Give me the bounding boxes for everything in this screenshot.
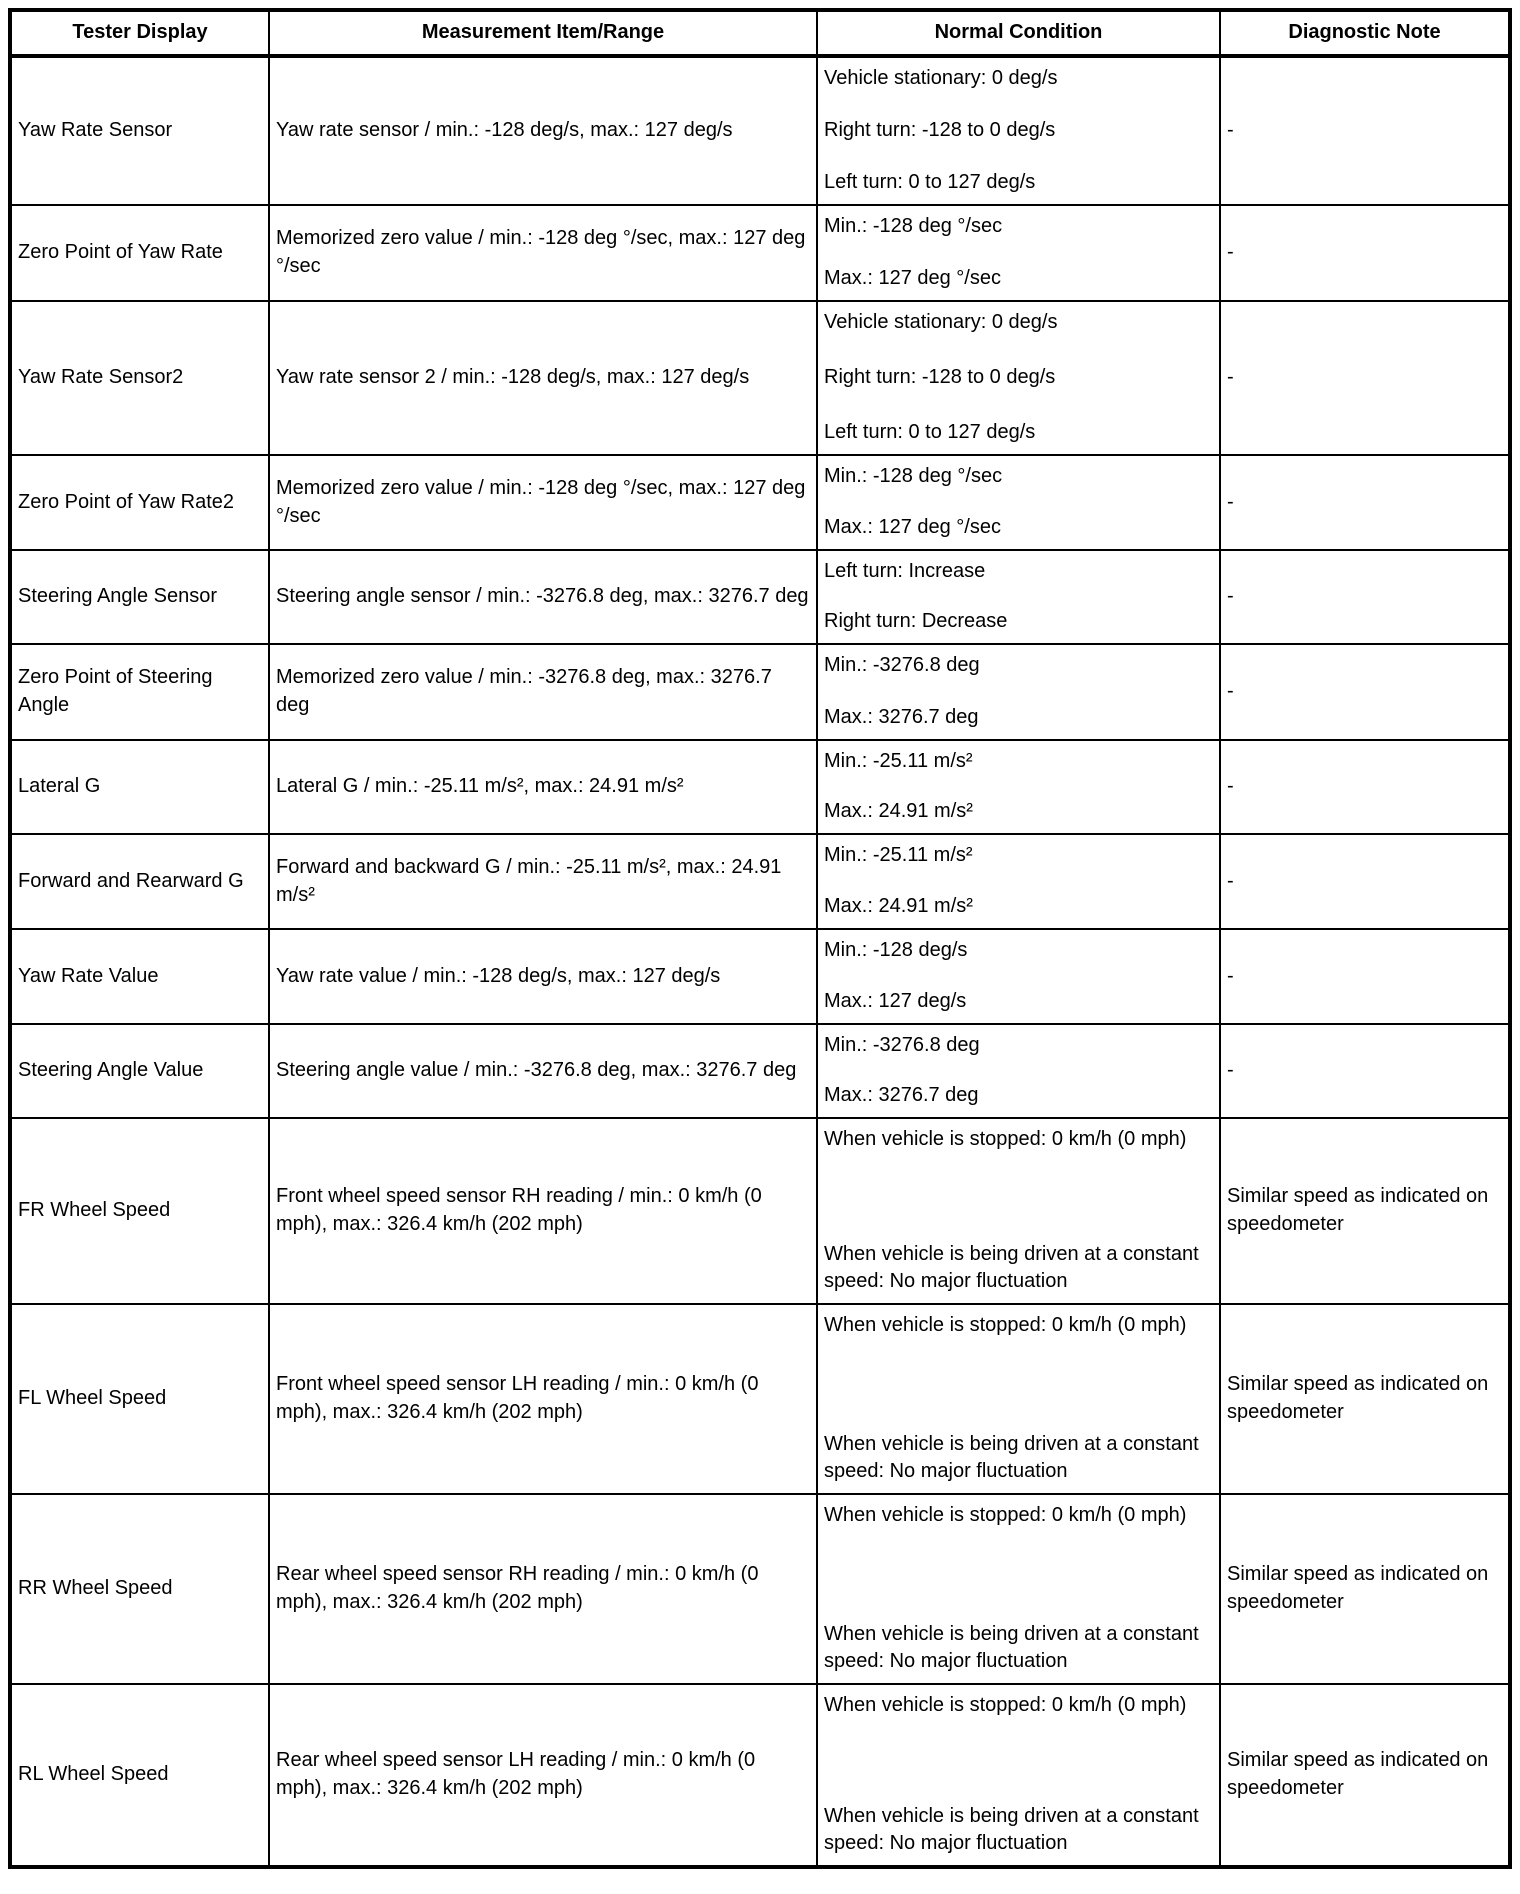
tester-display-label: Steering Angle Sensor — [18, 585, 218, 608]
tester-display-cell — [12, 302, 270, 454]
diagnostic-note-cell — [1221, 930, 1508, 1023]
measurement-item-range-text: Memorized zero value / min.: -128 deg °/sec, max.: 127 deg °/sec — [276, 227, 806, 277]
diagnostic-note-text: Similar speed as indicated on speedometer — [1227, 1563, 1489, 1613]
normal-condition-item: Min.: -25.11 m/s² — [824, 750, 973, 772]
measurement-item-range-cell — [270, 835, 818, 928]
measurement-item-range-text: Steering angle value / min.: -3276.8 deg, max.: 3276.7 deg — [276, 1059, 797, 1082]
diagnostic-note-cell — [1221, 1305, 1508, 1493]
measurement-item-range-cell — [270, 1495, 818, 1683]
normal-condition-item: Max.: 127 deg/s — [824, 990, 967, 1013]
diagnostic-note-text: - — [1227, 241, 1234, 264]
normal-condition-item: When vehicle is stopped: 0 km/h (0 mph) — [824, 1694, 1187, 1716]
normal-condition-cell — [818, 1495, 1221, 1683]
table-row — [12, 930, 1508, 1025]
diagnostic-note-cell — [1221, 551, 1508, 643]
normal-condition-cell — [818, 835, 1221, 928]
diagnostic-note-text: - — [1227, 680, 1234, 703]
measurement-item-range-text: Rear wheel speed sensor LH reading / min.: 0 km/h (0 mph), max.: 326.4 km/h (202 mph) — [276, 1749, 756, 1799]
service-manual-page — [8, 8, 1512, 1869]
normal-condition-item: Max.: 24.91 m/s² — [824, 800, 973, 823]
measurement-item-range-text: Forward and backward G / min.: -25.11 m/s², max.: 24.91 m/s² — [276, 855, 782, 906]
tester-display-cell — [12, 1495, 270, 1683]
normal-condition-item: Left turn: 0 to 127 deg/s — [824, 171, 1036, 194]
diagnostic-note-cell — [1221, 1025, 1508, 1117]
measurement-item-range-cell — [270, 1119, 818, 1303]
tester-display-label: FL Wheel Speed — [18, 1387, 167, 1410]
tester-display-cell — [12, 1119, 270, 1303]
tester-display-label: RL Wheel Speed — [18, 1763, 169, 1786]
normal-condition-cell — [818, 58, 1221, 204]
diagnostic-note-text: Similar speed as indicated on speedometer — [1227, 1749, 1489, 1799]
table-header-row — [12, 12, 1508, 58]
normal-condition-item: Right turn: Decrease — [824, 610, 1008, 633]
tester-display-label: FR Wheel Speed — [18, 1199, 171, 1222]
measurement-item-range-cell — [270, 1305, 818, 1493]
normal-condition-cell — [818, 1685, 1221, 1865]
normal-condition-item: Max.: 127 deg °/sec — [824, 516, 1001, 539]
tester-display-label: Yaw Rate Sensor — [18, 119, 173, 142]
normal-condition-cell — [818, 930, 1221, 1023]
measurement-item-range-text: Yaw rate sensor 2 / min.: -128 deg/s, max.: 127 deg/s — [276, 366, 750, 389]
diagnostic-note-cell — [1221, 645, 1508, 739]
tester-display-cell — [12, 930, 270, 1023]
normal-condition-item: Vehicle stationary: 0 deg/s — [824, 67, 1058, 89]
diagnostic-note-text: - — [1227, 366, 1234, 389]
tester-display-label: Forward and Rearward G — [18, 869, 244, 892]
diagnostic-note-text: Similar speed as indicated on speedometer — [1227, 1373, 1489, 1423]
normal-condition-item: When vehicle is stopped: 0 km/h (0 mph) — [824, 1504, 1187, 1526]
tester-display-cell — [12, 551, 270, 643]
table-row — [12, 302, 1508, 456]
measurement-item-range-text: Rear wheel speed sensor RH reading / min.: 0 km/h (0 mph), max.: 326.4 km/h (202 mph) — [276, 1563, 759, 1613]
tester-display-label: Yaw Rate Sensor2 — [18, 366, 184, 389]
measurement-item-range-cell — [270, 645, 818, 739]
normal-condition-item: When vehicle is being driven at a constant speed: No major fluctuation — [824, 1242, 1199, 1293]
tester-display-label: Zero Point of Yaw Rate — [18, 241, 223, 264]
normal-condition-item: Min.: -3276.8 deg — [824, 1034, 980, 1056]
table-row — [12, 1305, 1508, 1495]
tester-display-cell — [12, 1685, 270, 1865]
table-row — [12, 58, 1508, 206]
tester-display-cell — [12, 456, 270, 549]
diagnostic-note-text: - — [1227, 869, 1234, 892]
normal-condition-item: Min.: -3276.8 deg — [824, 654, 980, 676]
diagnostic-note-text: - — [1227, 1059, 1234, 1082]
normal-condition-item: Max.: 24.91 m/s² — [824, 895, 973, 918]
diagnostic-note-text: - — [1227, 964, 1234, 987]
measurement-item-range-text: Steering angle sensor / min.: -3276.8 deg, max.: 3276.7 deg — [276, 585, 809, 608]
measurement-item-range-cell — [270, 58, 818, 204]
column-header: Diagnostic Note — [1288, 21, 1441, 44]
measurement-item-range-cell — [270, 1685, 818, 1865]
table-body — [12, 58, 1508, 1865]
normal-condition-item: When vehicle is being driven at a constant speed: No major fluctuation — [824, 1432, 1199, 1483]
normal-condition-item: Right turn: -128 to 0 deg/s — [824, 119, 1056, 142]
table-row — [12, 1119, 1508, 1305]
diagnostic-note-cell — [1221, 456, 1508, 549]
normal-condition-item: Max.: 3276.7 deg — [824, 1084, 979, 1107]
diagnostic-note-cell — [1221, 741, 1508, 833]
measurement-item-range-text: Yaw rate value / min.: -128 deg/s, max.: 127 deg/s — [276, 964, 721, 987]
measurement-item-range-text: Lateral G / min.: -25.11 m/s², max.: 24.91 m/s² — [276, 775, 684, 798]
tester-display-label: Lateral G — [18, 775, 101, 798]
measurement-item-range-cell — [270, 1025, 818, 1117]
table-row — [12, 1685, 1508, 1865]
tester-display-cell — [12, 58, 270, 204]
normal-condition-item: Left turn: 0 to 127 deg/s — [824, 421, 1036, 444]
tester-display-cell — [12, 206, 270, 300]
tester-display-label: Yaw Rate Value — [18, 964, 159, 987]
table-row — [12, 835, 1508, 930]
diagnostic-note-cell — [1221, 58, 1508, 204]
diagnostic-note-text: Similar speed as indicated on speedometer — [1227, 1185, 1489, 1235]
tester-display-cell — [12, 1025, 270, 1117]
measurement-item-range-text: Front wheel speed sensor LH reading / min.: 0 km/h (0 mph), max.: 326.4 km/h (202 mph) — [276, 1373, 759, 1423]
tester-display-label: Zero Point of Yaw Rate2 — [18, 490, 235, 513]
normal-condition-cell — [818, 1025, 1221, 1117]
tester-display-cell — [12, 1305, 270, 1493]
table-row — [12, 741, 1508, 835]
measurement-item-range-cell — [270, 930, 818, 1023]
diagnostic-note-text: - — [1227, 585, 1234, 608]
measurement-item-range-text: Memorized zero value / min.: -3276.8 deg, max.: 3276.7 deg — [276, 666, 772, 716]
normal-condition-item: Max.: 127 deg °/sec — [824, 267, 1001, 290]
diagnostic-note-cell — [1221, 206, 1508, 300]
diagnostic-note-cell — [1221, 835, 1508, 928]
normal-condition-cell — [818, 741, 1221, 833]
normal-condition-cell — [818, 1119, 1221, 1303]
measurement-item-range-text: Front wheel speed sensor RH reading / min.: 0 km/h (0 mph), max.: 326.4 km/h (202 mph) — [276, 1185, 762, 1235]
normal-condition-item: Min.: -128 deg °/sec — [824, 215, 1003, 237]
tester-display-cell — [12, 741, 270, 833]
tester-display-label: RR Wheel Speed — [18, 1577, 173, 1600]
normal-condition-item: Min.: -128 deg/s — [824, 939, 968, 961]
normal-condition-item: Max.: 3276.7 deg — [824, 706, 979, 729]
normal-condition-item: Right turn: -128 to 0 deg/s — [824, 366, 1056, 389]
normal-condition-item: Min.: -128 deg °/sec — [824, 465, 1003, 487]
tester-display-cell — [12, 645, 270, 739]
table-row — [12, 456, 1508, 551]
tester-display-cell — [12, 835, 270, 928]
normal-condition-cell — [818, 1305, 1221, 1493]
measurement-item-range-cell — [270, 741, 818, 833]
table-row — [12, 206, 1508, 302]
diagnostic-note-text: - — [1227, 119, 1234, 142]
measurement-item-range-text: Yaw rate sensor / min.: -128 deg/s, max.: 127 deg/s — [276, 119, 733, 142]
table-row — [12, 1495, 1508, 1685]
tester-display-label: Steering Angle Value — [18, 1059, 204, 1082]
normal-condition-item: Vehicle stationary: 0 deg/s — [824, 311, 1058, 333]
normal-condition-cell — [818, 302, 1221, 454]
tester-display-label: Zero Point of Steering Angle — [18, 666, 213, 716]
column-header: Tester Display — [12, 12, 270, 54]
normal-condition-cell — [818, 206, 1221, 300]
diagnostic-note-text: - — [1227, 775, 1234, 798]
normal-condition-cell — [818, 456, 1221, 549]
table-row — [12, 1025, 1508, 1119]
normal-condition-item: When vehicle is being driven at a constant speed: No major fluctuation — [824, 1804, 1199, 1855]
measurement-item-range-cell — [270, 456, 818, 549]
diagnostic-note-cell — [1221, 1495, 1508, 1683]
normal-condition-item: When vehicle is being driven at a constant speed: No major fluctuation — [824, 1622, 1199, 1673]
diagnostic-note-cell — [1221, 1119, 1508, 1303]
diagnostic-note-text: - — [1227, 490, 1234, 513]
measurement-item-range-cell — [270, 206, 818, 300]
column-header: Normal Condition — [818, 12, 1221, 54]
measurement-item-range-cell — [270, 302, 818, 454]
normal-condition-item: When vehicle is stopped: 0 km/h (0 mph) — [824, 1314, 1187, 1336]
normal-condition-cell — [818, 551, 1221, 643]
column-header: Measurement Item/Range — [270, 12, 818, 54]
normal-condition-item: Left turn: Increase — [824, 560, 986, 582]
measurement-item-range-text: Memorized zero value / min.: -128 deg °/sec, max.: 127 deg °/sec — [276, 476, 806, 527]
data-list-table — [8, 8, 1512, 1869]
normal-condition-item: When vehicle is stopped: 0 km/h (0 mph) — [824, 1128, 1187, 1150]
normal-condition-cell — [818, 645, 1221, 739]
table-row — [12, 551, 1508, 645]
normal-condition-item: Min.: -25.11 m/s² — [824, 844, 973, 866]
table-row — [12, 645, 1508, 741]
measurement-item-range-cell — [270, 551, 818, 643]
diagnostic-note-cell — [1221, 1685, 1508, 1865]
diagnostic-note-cell — [1221, 302, 1508, 454]
